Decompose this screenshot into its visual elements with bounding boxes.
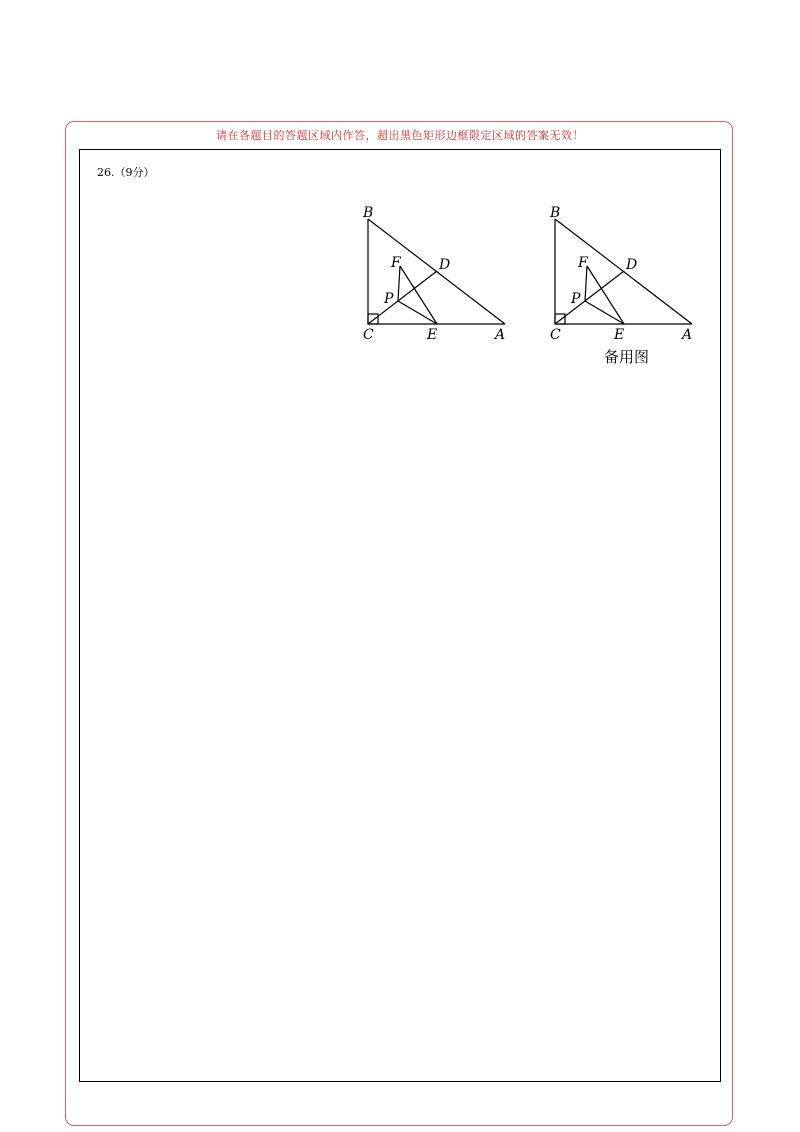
triangle-figure-main — [355, 200, 525, 350]
label-d: D — [626, 257, 638, 273]
spare-figure-caption: 备用图 — [604, 348, 650, 366]
label-p: P — [571, 291, 581, 307]
label-f: F — [391, 255, 401, 271]
label-e: E — [427, 327, 438, 343]
label-c: C — [363, 327, 374, 343]
segment-fp — [398, 266, 400, 301]
triangle-figure-spare — [542, 200, 712, 350]
label-e: E — [614, 327, 625, 343]
label-b: B — [550, 205, 561, 221]
label-a: A — [682, 327, 693, 343]
segment-pe — [398, 301, 437, 324]
label-b: B — [363, 205, 374, 221]
label-p: P — [384, 291, 394, 307]
label-d: D — [439, 257, 451, 273]
label-a: A — [495, 327, 506, 343]
segment-fp — [585, 266, 587, 301]
label-c: C — [550, 327, 561, 343]
segment-pe — [585, 301, 624, 324]
answer-area-warning: 请在各题目的答题区域内作答，超出黑色矩形边框限定区域的答案无效！ — [216, 129, 584, 142]
label-f: F — [578, 255, 588, 271]
question-number: 26.（9分） — [97, 166, 155, 179]
